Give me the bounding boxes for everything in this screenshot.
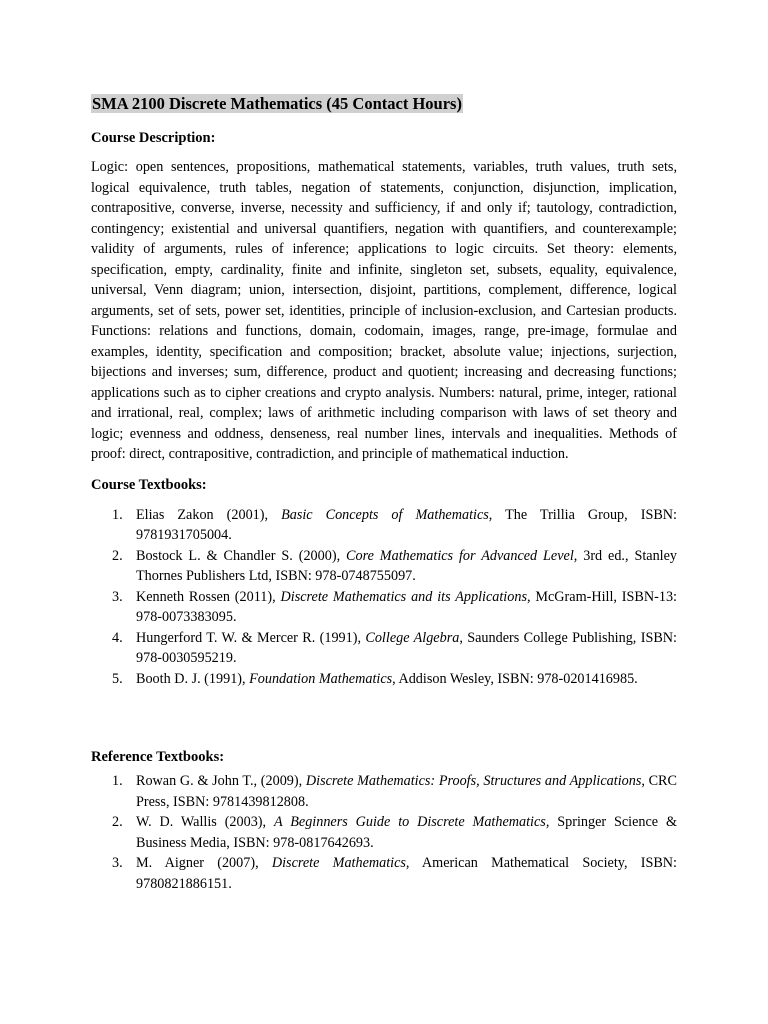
course-description-heading: Course Description:: [91, 130, 216, 146]
textbook-citation: [136, 505, 677, 546]
textbook-title: Core Mathematics for Advanced Level: [346, 547, 574, 564]
document-page: [91, 92, 677, 894]
reference-author: Rowan G. & John T., (2009),: [136, 773, 306, 789]
reference-item: [91, 853, 677, 894]
reference-citation: [136, 853, 677, 894]
reference-author: M. Aigner (2007),: [136, 855, 272, 871]
textbook-publisher: , 3rd ed., Stanley Thornes Publishers Ltd, ISBN: 978-0748755097.: [136, 547, 677, 584]
textbook-item: [91, 546, 677, 587]
course-description: Logic: open sentences, propositions, mathematical statements, variables, truth values, truth sets, logical equivalence, truth tables, negation of statements, conjunction, disjunction, implication, contrapositive, converse, inverse, necessity and sufficiency, if and only if; tautology, contradiction, contingency; existential and universal quantifiers, negation with quantifiers, and counterexample; validity of arguments, rules of inference; applications to logic circuits. Set theory: elements, specification, empty, cardinality, finite and infinite, singleton set, subsets, equality, equivalence, universal, Venn diagram; union, intersection, disjoint, partitions, complement, difference, logical arguments, set of sets, power set, identities, principle of inclusion-exclusion, and Cartesian products. Functions: relations and functions, domain, codomain, images, range, pre-image, formulae and examples, identity, specification and composition; bracket, absolute value; injections, surjection, bijections and inverses; sum, difference, product and quotient; increasing and decreasing functions; applications such as to cipher creations and crypto analysis. Numbers: natural, prime, integer, rational and irrational, real, complex; laws of arithmetic including comparison with laws of set theory and logic; evenness and oddness, denseness, real number lines, intervals and inequalities. Methods of proof: direct, contrapositive, contradiction, and principle of mathematical induction.: [91, 159, 677, 462]
reference-number: 3.: [112, 855, 123, 871]
textbook-publisher: , The Trillia Group, ISBN: 9781931705004.: [136, 506, 677, 543]
textbook-number: 5.: [112, 670, 123, 687]
reference-author: W. D. Wallis (2003),: [136, 814, 274, 830]
textbook-title: Foundation Mathematics: [249, 670, 393, 687]
course-textbooks-list: [91, 505, 677, 690]
textbook-author: Kenneth Rossen (2011),: [136, 588, 281, 605]
textbook-publisher: , Saunders College Publishing, ISBN: 978-0030595219.: [136, 629, 677, 666]
textbook-citation: [136, 669, 677, 690]
reference-item: [91, 812, 677, 853]
reference-citation: [136, 771, 677, 812]
textbook-author: Hungerford T. W. & Mercer R. (1991),: [136, 629, 366, 646]
textbook-author: Booth D. J. (1991),: [136, 670, 250, 687]
reference-number: 2.: [112, 814, 123, 830]
textbook-number: 3.: [112, 588, 123, 605]
course-title: [91, 92, 677, 116]
textbook-number: 1.: [112, 506, 123, 523]
reference-number: 1.: [112, 773, 123, 789]
textbook-number: 4.: [112, 629, 123, 646]
textbook-item: [91, 505, 677, 546]
textbook-citation: [136, 628, 677, 669]
textbook-title: Discrete Mathematics and its Applications: [280, 588, 527, 605]
textbook-number: 2.: [112, 547, 123, 564]
textbook-citation: [136, 546, 677, 587]
reference-publisher: , Springer Science & Business Media, ISBN: 978-0817642693.: [136, 814, 677, 851]
reference-title: Discrete Mathematics: [271, 855, 406, 871]
reference-item: [91, 771, 677, 812]
textbook-item: [91, 669, 677, 690]
textbook-item: [91, 587, 677, 628]
textbook-title: College Algebra: [365, 629, 460, 646]
textbook-publisher: , Addison Wesley, ISBN: 978-0201416985.: [392, 670, 638, 687]
textbook-item: [91, 628, 677, 669]
reference-citation: [136, 812, 677, 853]
reference-publisher: , American Mathematical Society, ISBN: 9780821886151.: [136, 855, 677, 892]
reference-title: Discrete Mathematics: Proofs, Structures and Applications: [305, 773, 642, 789]
reference-textbooks-list: [91, 771, 677, 894]
course-textbooks-heading: Course Textbooks:: [91, 476, 207, 493]
textbook-author: Bostock L. & Chandler S. (2000),: [136, 547, 347, 564]
textbook-author: Elias Zakon (2001),: [136, 506, 282, 523]
reference-publisher: , CRC Press, ISBN: 9781439812808.: [136, 773, 677, 810]
course-title-text: SMA 2100 Discrete Mathematics (45 Contact Hours): [92, 94, 462, 113]
textbook-publisher: , McGram-Hill, ISBN-13: 978-0073383095.: [136, 588, 677, 625]
textbook-citation: [136, 587, 677, 628]
reference-title: A Beginners Guide to Discrete Mathematics: [273, 814, 546, 830]
textbook-title: Basic Concepts of Mathematics: [281, 506, 489, 523]
reference-textbooks-heading: Reference Textbooks:: [91, 749, 225, 765]
